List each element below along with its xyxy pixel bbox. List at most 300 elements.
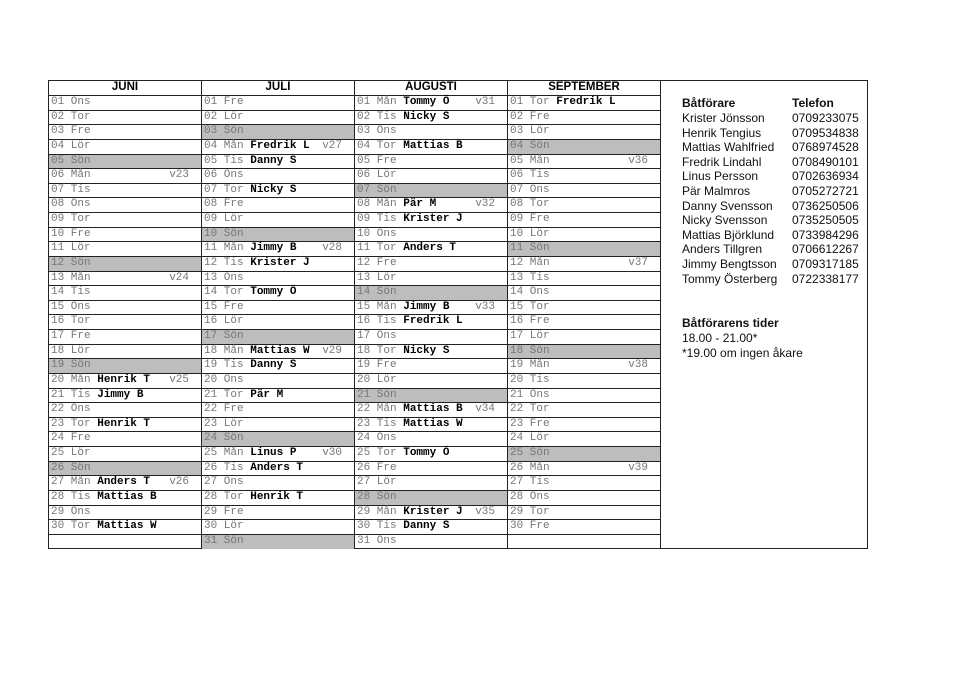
driver-name: Danny S — [403, 520, 450, 533]
day-label: 05 Sön — [51, 154, 91, 167]
day-cell — [202, 228, 354, 243]
hours-time: 18.00 - 21.00* — [682, 331, 758, 345]
driver-name: Henrik T — [97, 373, 151, 386]
contact-phone: 0709233075 — [792, 111, 859, 125]
day-label: 23 Lör — [204, 417, 244, 430]
contact-row — [682, 125, 859, 140]
driver-name: Krister J — [403, 505, 463, 518]
day-label: 26 Tis — [204, 461, 244, 474]
day-label: 22 Mån — [357, 403, 397, 416]
day-cell — [49, 228, 201, 243]
contact-phone: 0708490101 — [792, 154, 859, 169]
day-label: 30 Fre — [510, 520, 550, 533]
day-label: 17 Fre — [51, 330, 91, 342]
day-cell — [202, 140, 354, 155]
day-label: 28 Ons — [510, 490, 550, 503]
driver-name: Fredrik L — [250, 139, 310, 152]
day-cell — [49, 272, 201, 287]
month-column-juni — [49, 81, 202, 548]
day-cell — [202, 242, 354, 257]
day-label: 24 Lör — [510, 432, 550, 445]
month-header: SEPTEMBER — [508, 81, 660, 96]
day-label: 06 Lör — [357, 169, 397, 182]
week-number: v32 — [475, 198, 495, 211]
contact-name: Mattias Björklund — [682, 227, 775, 242]
day-cell — [355, 359, 507, 374]
week-number: v28 — [322, 242, 342, 255]
day-label: 09 Fre — [510, 213, 550, 225]
week-number: v35 — [475, 505, 495, 518]
month-column-augusti — [355, 81, 508, 548]
day-label: 30 Tor — [51, 520, 91, 533]
driver-name: Jimmy B — [403, 300, 450, 313]
day-cell — [355, 315, 507, 330]
contact-phone: 0706612267 — [792, 242, 859, 257]
day-cell — [355, 535, 507, 550]
day-label: 02 Lör — [204, 110, 244, 123]
driver-name: Mattias B — [403, 139, 463, 152]
day-cell — [202, 491, 354, 506]
day-label: 17 Ons — [357, 330, 397, 342]
day-label: 27 Tis — [510, 476, 550, 489]
day-label: 21 Ons — [510, 388, 550, 401]
day-cell — [355, 506, 507, 521]
day-label: 18 Tor — [357, 344, 397, 357]
driver-name: Mattias B — [403, 403, 463, 416]
day-cell — [202, 184, 354, 199]
day-cell — [202, 315, 354, 330]
day-label: 04 Tor — [357, 139, 397, 152]
day-label: 19 Fre — [357, 359, 397, 372]
contact-row — [682, 257, 859, 271]
day-cell — [49, 520, 201, 535]
day-label: 25 Tor — [357, 447, 397, 459]
day-cell — [49, 389, 201, 404]
day-label: 10 Fre — [51, 227, 91, 240]
day-label: 24 Ons — [357, 432, 397, 445]
day-label: 13 Mån — [51, 271, 91, 284]
day-label: 26 Sön — [51, 461, 91, 474]
day-cell — [508, 389, 660, 404]
day-label: 05 Fre — [357, 154, 397, 167]
day-label: 21 Tor — [204, 388, 244, 401]
day-cell — [508, 184, 660, 199]
contact-name: Mattias Wahlfried — [682, 140, 775, 155]
month-column-juli — [202, 81, 355, 548]
day-label: 30 Lör — [204, 520, 244, 533]
day-label: 13 Ons — [204, 271, 244, 284]
driver-name: Nicky S — [403, 110, 450, 123]
day-cell — [508, 432, 660, 447]
contact-name: Jimmy Bengtsson — [682, 257, 777, 271]
day-cell — [508, 359, 660, 374]
contact-row — [682, 242, 859, 257]
contact-row — [682, 227, 859, 242]
driver-name: Anders T — [97, 476, 151, 489]
day-label: 02 Fre — [510, 110, 550, 123]
contact-name: Anders Tillgren — [682, 242, 763, 257]
day-label: 23 Fre — [510, 417, 550, 430]
day-cell — [202, 125, 354, 140]
day-cell — [49, 140, 201, 155]
day-cell — [355, 301, 507, 316]
contact-name: Henrik Tengius — [682, 125, 762, 140]
day-label: 07 Tor — [204, 183, 244, 196]
day-label: 29 Tor — [510, 505, 550, 518]
day-cell — [202, 447, 354, 462]
day-label: 16 Tis — [357, 315, 397, 328]
day-cell — [202, 257, 354, 272]
day-cell — [355, 198, 507, 213]
contact-row — [682, 198, 859, 213]
day-cell — [202, 403, 354, 418]
day-label: 05 Tis — [204, 154, 244, 167]
driver-name: Pär M — [250, 388, 284, 401]
day-cell — [508, 125, 660, 140]
day-cell — [49, 198, 201, 213]
day-label: 04 Lör — [51, 139, 91, 152]
day-label: 16 Fre — [510, 315, 550, 328]
day-label: 14 Tor — [204, 286, 244, 299]
day-cell — [355, 242, 507, 257]
day-cell — [49, 432, 201, 447]
day-cell — [202, 301, 354, 316]
driver-name: Tommy Ö — [250, 286, 297, 299]
month-header: JUNI — [49, 81, 201, 96]
day-label: 09 Tis — [357, 213, 397, 225]
day-label: 19 Sön — [51, 359, 91, 372]
day-cell — [202, 272, 354, 287]
day-cell — [202, 418, 354, 433]
driver-name: Anders T — [403, 242, 457, 255]
day-cell — [508, 315, 660, 330]
day-label: 10 Ons — [357, 227, 397, 240]
day-label: 12 Tis — [204, 256, 244, 269]
day-label: 03 Lör — [510, 125, 550, 138]
week-number: v27 — [322, 139, 342, 152]
day-cell — [355, 213, 507, 228]
day-label: 29 Mån — [357, 505, 397, 518]
day-cell — [508, 301, 660, 316]
day-cell — [355, 96, 507, 111]
day-cell — [202, 389, 354, 404]
driver-name: Tommy Ö — [403, 447, 450, 459]
day-label: 31 Ons — [357, 534, 397, 547]
day-label: 08 Mån — [357, 198, 397, 211]
day-cell — [49, 315, 201, 330]
day-label: 21 Sön — [357, 388, 397, 401]
day-cell — [508, 535, 660, 550]
day-label: 29 Ons — [51, 505, 91, 518]
week-number: v25 — [169, 373, 189, 386]
day-cell — [202, 374, 354, 389]
day-label: 20 Lör — [357, 373, 397, 386]
day-cell — [49, 155, 201, 170]
driver-name: Tommy Ö — [403, 96, 450, 108]
day-cell — [49, 506, 201, 521]
week-number: v29 — [322, 344, 342, 357]
day-label: 04 Mån — [204, 139, 244, 152]
driver-name: Krister J — [250, 256, 310, 269]
day-cell — [49, 418, 201, 433]
day-cell — [49, 462, 201, 477]
day-cell — [49, 447, 201, 462]
day-cell — [49, 125, 201, 140]
day-label: 05 Mån — [510, 154, 550, 167]
day-label: 10 Sön — [204, 227, 244, 240]
day-cell — [508, 345, 660, 360]
day-cell — [355, 125, 507, 140]
day-label: 09 Tor — [51, 213, 91, 225]
day-cell — [508, 286, 660, 301]
day-label: 09 Lör — [204, 213, 244, 225]
day-cell — [49, 257, 201, 272]
day-cell — [508, 169, 660, 184]
day-cell — [202, 169, 354, 184]
day-cell — [508, 403, 660, 418]
week-number: v39 — [628, 461, 648, 474]
day-cell — [49, 535, 201, 550]
day-label: 16 Lör — [204, 315, 244, 328]
day-cell — [49, 403, 201, 418]
driver-name: Mattias B — [97, 490, 157, 503]
day-cell — [49, 476, 201, 491]
driver-name: Nicky S — [403, 344, 450, 357]
day-label: 01 Ons — [51, 96, 91, 108]
contact-name: Krister Jönsson — [682, 111, 765, 125]
day-cell — [355, 432, 507, 447]
day-cell — [202, 330, 354, 345]
day-cell — [508, 330, 660, 345]
contact-name: Linus Persson — [682, 169, 759, 184]
day-label: 20 Mån — [51, 373, 91, 386]
day-cell — [202, 520, 354, 535]
day-label: 19 Mån — [510, 359, 550, 372]
contacts-header — [682, 96, 834, 110]
day-label: 03 Fre — [51, 125, 91, 138]
contact-phone: 0722338177 — [792, 271, 859, 286]
day-cell — [202, 359, 354, 374]
day-cell — [355, 169, 507, 184]
day-cell — [508, 111, 660, 126]
driver-name: Krister J — [403, 213, 463, 225]
day-label: 14 Sön — [357, 286, 397, 299]
day-label: 07 Tis — [51, 183, 91, 196]
day-cell — [508, 506, 660, 521]
day-label: 26 Mån — [510, 461, 550, 474]
day-cell — [202, 345, 354, 360]
day-label: 03 Sön — [204, 125, 244, 138]
driver-name: Henrik T — [250, 490, 304, 503]
contact-row — [682, 184, 859, 198]
day-cell — [355, 257, 507, 272]
hours-note: *19.00 om ingen åkare — [682, 346, 803, 360]
day-label: 08 Tor — [510, 198, 550, 211]
day-label: 29 Fre — [204, 505, 244, 518]
day-cell — [49, 301, 201, 316]
contact-row — [682, 154, 859, 169]
driver-name: Anders T — [250, 461, 304, 474]
day-label: 12 Fre — [357, 256, 397, 269]
driver-name: Mattias W — [250, 344, 310, 357]
day-cell — [202, 213, 354, 228]
driver-name: Fredrik L — [403, 315, 463, 328]
day-label: 28 Tis — [51, 490, 91, 503]
header-name: Båtförare — [682, 96, 736, 110]
day-cell — [508, 418, 660, 433]
day-label: 02 Tor — [51, 110, 91, 123]
day-label: 24 Sön — [204, 432, 244, 445]
day-label: 14 Tis — [51, 286, 91, 299]
contact-phone: 0705272721 — [792, 184, 859, 198]
day-label: 14 Ons — [510, 286, 550, 299]
week-number: v31 — [475, 96, 495, 108]
day-cell — [508, 140, 660, 155]
contact-row — [682, 169, 859, 184]
day-cell — [49, 184, 201, 199]
day-label: 07 Sön — [357, 183, 397, 196]
day-cell — [202, 155, 354, 170]
day-cell — [355, 286, 507, 301]
day-cell — [508, 213, 660, 228]
contact-row — [682, 271, 859, 286]
day-cell — [508, 520, 660, 535]
day-label: 01 Fre — [204, 96, 244, 108]
day-label: 11 Sön — [510, 242, 550, 255]
contact-phone: 0768974528 — [792, 140, 859, 155]
day-label: 06 Ons — [204, 169, 244, 182]
day-cell — [202, 96, 354, 111]
day-cell — [202, 111, 354, 126]
day-cell — [508, 155, 660, 170]
contact-phone: 0735250505 — [792, 213, 859, 228]
day-label: 25 Sön — [510, 447, 550, 459]
day-label: 01 Tor — [510, 96, 550, 108]
week-number: v34 — [475, 403, 495, 416]
day-cell — [355, 228, 507, 243]
day-label: 27 Lör — [357, 476, 397, 489]
day-label: 15 Tor — [510, 300, 550, 313]
contact-phone: 0733984296 — [792, 227, 859, 242]
day-label: 27 Mån — [51, 476, 91, 489]
day-cell — [355, 374, 507, 389]
day-label: 11 Tor — [357, 242, 397, 255]
day-cell — [202, 286, 354, 301]
hours-title: Båtförarens tider — [682, 316, 779, 330]
driver-name: Danny S — [250, 154, 297, 167]
driver-name: Linus P — [250, 447, 297, 459]
day-label: 20 Ons — [204, 373, 244, 386]
day-cell — [508, 491, 660, 506]
day-label: 16 Tor — [51, 315, 91, 328]
contact-phone: 0736250506 — [792, 198, 859, 213]
day-cell — [508, 198, 660, 213]
day-label: 07 Ons — [510, 183, 550, 196]
contact-name: Danny Svensson — [682, 198, 773, 213]
contact-phone: 0702636934 — [792, 169, 859, 184]
day-cell — [202, 506, 354, 521]
day-label: 02 Tis — [357, 110, 397, 123]
day-label: 19 Tis — [204, 359, 244, 372]
day-label: 15 Ons — [51, 300, 91, 313]
contact-name: Pär Malmros — [682, 184, 751, 198]
day-label: 21 Tis — [51, 388, 91, 401]
day-cell — [202, 535, 354, 550]
day-cell — [355, 418, 507, 433]
day-label: 24 Fre — [51, 432, 91, 445]
contact-row — [682, 111, 859, 125]
contact-name: Tommy Österberg — [682, 271, 778, 286]
day-cell — [49, 286, 201, 301]
driver-name: Mattias W — [403, 417, 463, 430]
day-label: 22 Tor — [510, 403, 550, 416]
day-cell — [49, 242, 201, 257]
day-label: 17 Lör — [510, 330, 550, 342]
day-cell — [49, 374, 201, 389]
day-cell — [355, 272, 507, 287]
day-label: 20 Tis — [510, 373, 550, 386]
day-label: 06 Mån — [51, 169, 91, 182]
day-cell — [49, 359, 201, 374]
month-column-september — [508, 81, 661, 548]
day-cell — [508, 96, 660, 111]
header-phone: Telefon — [792, 96, 834, 110]
week-number: v37 — [628, 256, 648, 269]
week-number: v26 — [169, 476, 189, 489]
contact-row — [682, 213, 859, 228]
day-label: 15 Mån — [357, 300, 397, 313]
day-cell — [508, 228, 660, 243]
day-cell — [355, 476, 507, 491]
driver-name: Danny S — [250, 359, 297, 372]
driver-name: Jimmy B — [97, 388, 144, 401]
day-cell — [49, 330, 201, 345]
week-number: v23 — [169, 169, 189, 182]
day-label: 22 Fre — [204, 403, 244, 416]
contact-row — [682, 140, 859, 155]
day-label: 12 Mån — [510, 256, 550, 269]
day-label: 13 Lör — [357, 271, 397, 284]
day-label: 15 Fre — [204, 300, 244, 313]
day-cell — [202, 432, 354, 447]
day-cell — [49, 491, 201, 506]
day-label: 28 Tor — [204, 490, 244, 503]
day-label: 01 Mån — [357, 96, 397, 108]
day-cell — [49, 96, 201, 111]
day-label: 23 Tis — [357, 417, 397, 430]
driver-name: Pär M — [403, 198, 437, 211]
day-cell — [355, 111, 507, 126]
day-label: 28 Sön — [357, 490, 397, 503]
day-label: 08 Ons — [51, 198, 91, 211]
contact-name: Nicky Svensson — [682, 213, 768, 228]
day-cell — [508, 462, 660, 477]
week-number: v36 — [628, 154, 648, 167]
day-cell — [508, 242, 660, 257]
day-label: 13 Tis — [510, 271, 550, 284]
contact-phone: 0709317185 — [792, 257, 859, 271]
day-cell — [202, 462, 354, 477]
day-label: 25 Mån — [204, 447, 244, 459]
day-cell — [49, 213, 201, 228]
day-label: 25 Lör — [51, 447, 91, 459]
day-label: 22 Ons — [51, 403, 91, 416]
day-cell — [355, 345, 507, 360]
day-label: 10 Lör — [510, 227, 550, 240]
week-number: v33 — [475, 300, 495, 313]
day-label: 12 Sön — [51, 256, 91, 269]
day-label: 11 Mån — [204, 242, 244, 255]
